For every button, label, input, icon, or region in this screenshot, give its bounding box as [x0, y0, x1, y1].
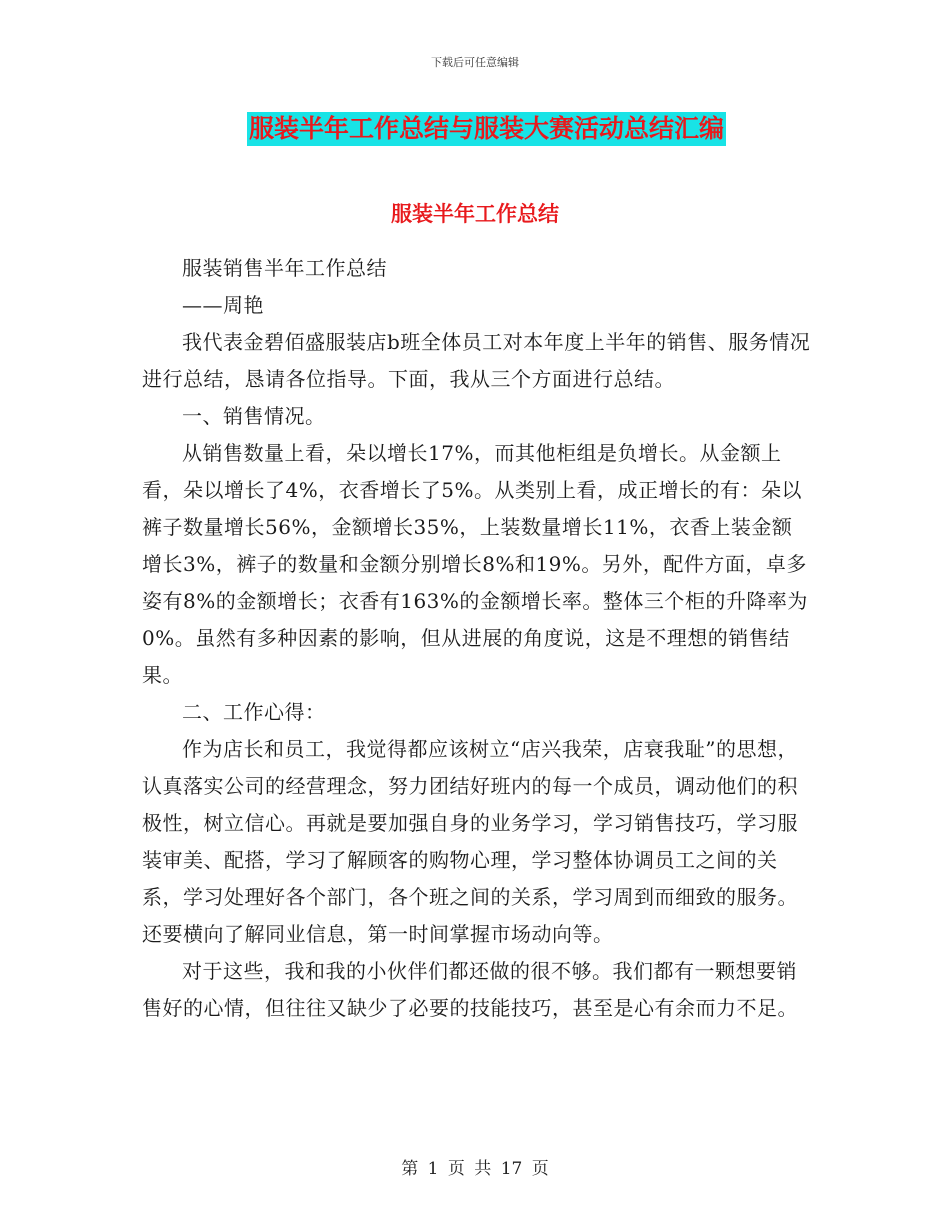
paragraph: 一、销售情况。	[182, 404, 326, 428]
paragraph: 二、工作心得：	[182, 700, 326, 724]
section-title: 服装半年工作总结	[391, 202, 559, 226]
paragraph: 作为店长和员工，我觉得都应该树立“店兴我荣，店衰我耻”的思想，认真落实公司的经营理念，努力团结好班内的每一个成员，调动他们的积极性，树立信心。再就是要加强自身的业务学习，学习销售技巧，学习服装审美、配搭，学习了解顾客的购物心理，学习整体协调员工之间的关系，学习处理好各个部门，各个班之间的关系，学习周到而细致的服务。还要横向了解同业信息，第一时间掌握市场动向等。	[142, 737, 798, 946]
paragraph: 我代表金碧佰盛服装店b班全体员工对本年度上半年的销售、服务情况进行总结，恳请各位指导。下面，我从三个方面进行总结。	[142, 330, 811, 391]
paragraph: 对于这些，我和我的小伙伴们都还做的很不够。我们都有一颗想要销售好的心情，但往往又缺少了必要的技能技巧，甚至是心有余而力不足。	[142, 959, 798, 1020]
paragraph: 从销售数量上看，朵以增长17%，而其他柜组是负增长。从金额上看，朵以增长了4%，衣香增长了5%。从类别上看，成正增长的有：朵以裤子数量增长56%，金额增长35%，上装数量增长11%，衣香上装金额增长3%，裤子的数量和金额分别增长8%和19%。另外，配件方面，卓多姿有8%的金额增长；衣香有163%的金额增长率。整体三个柜的升降率为0%。虽然有多种因素的影响，但从进展的角度说，这是不理想的销售结果。	[142, 441, 808, 687]
page-footer: 第 1 页 共 17 页	[401, 1159, 549, 1179]
paragraph: ——周艳	[182, 293, 264, 317]
main-title: 服装半年工作总结与服装大赛活动总结汇编	[247, 112, 726, 146]
header-note: 下载后可任意编辑	[431, 56, 519, 69]
body-text	[142, 250, 812, 1027]
paragraph: 服装销售半年工作总结	[182, 256, 387, 280]
